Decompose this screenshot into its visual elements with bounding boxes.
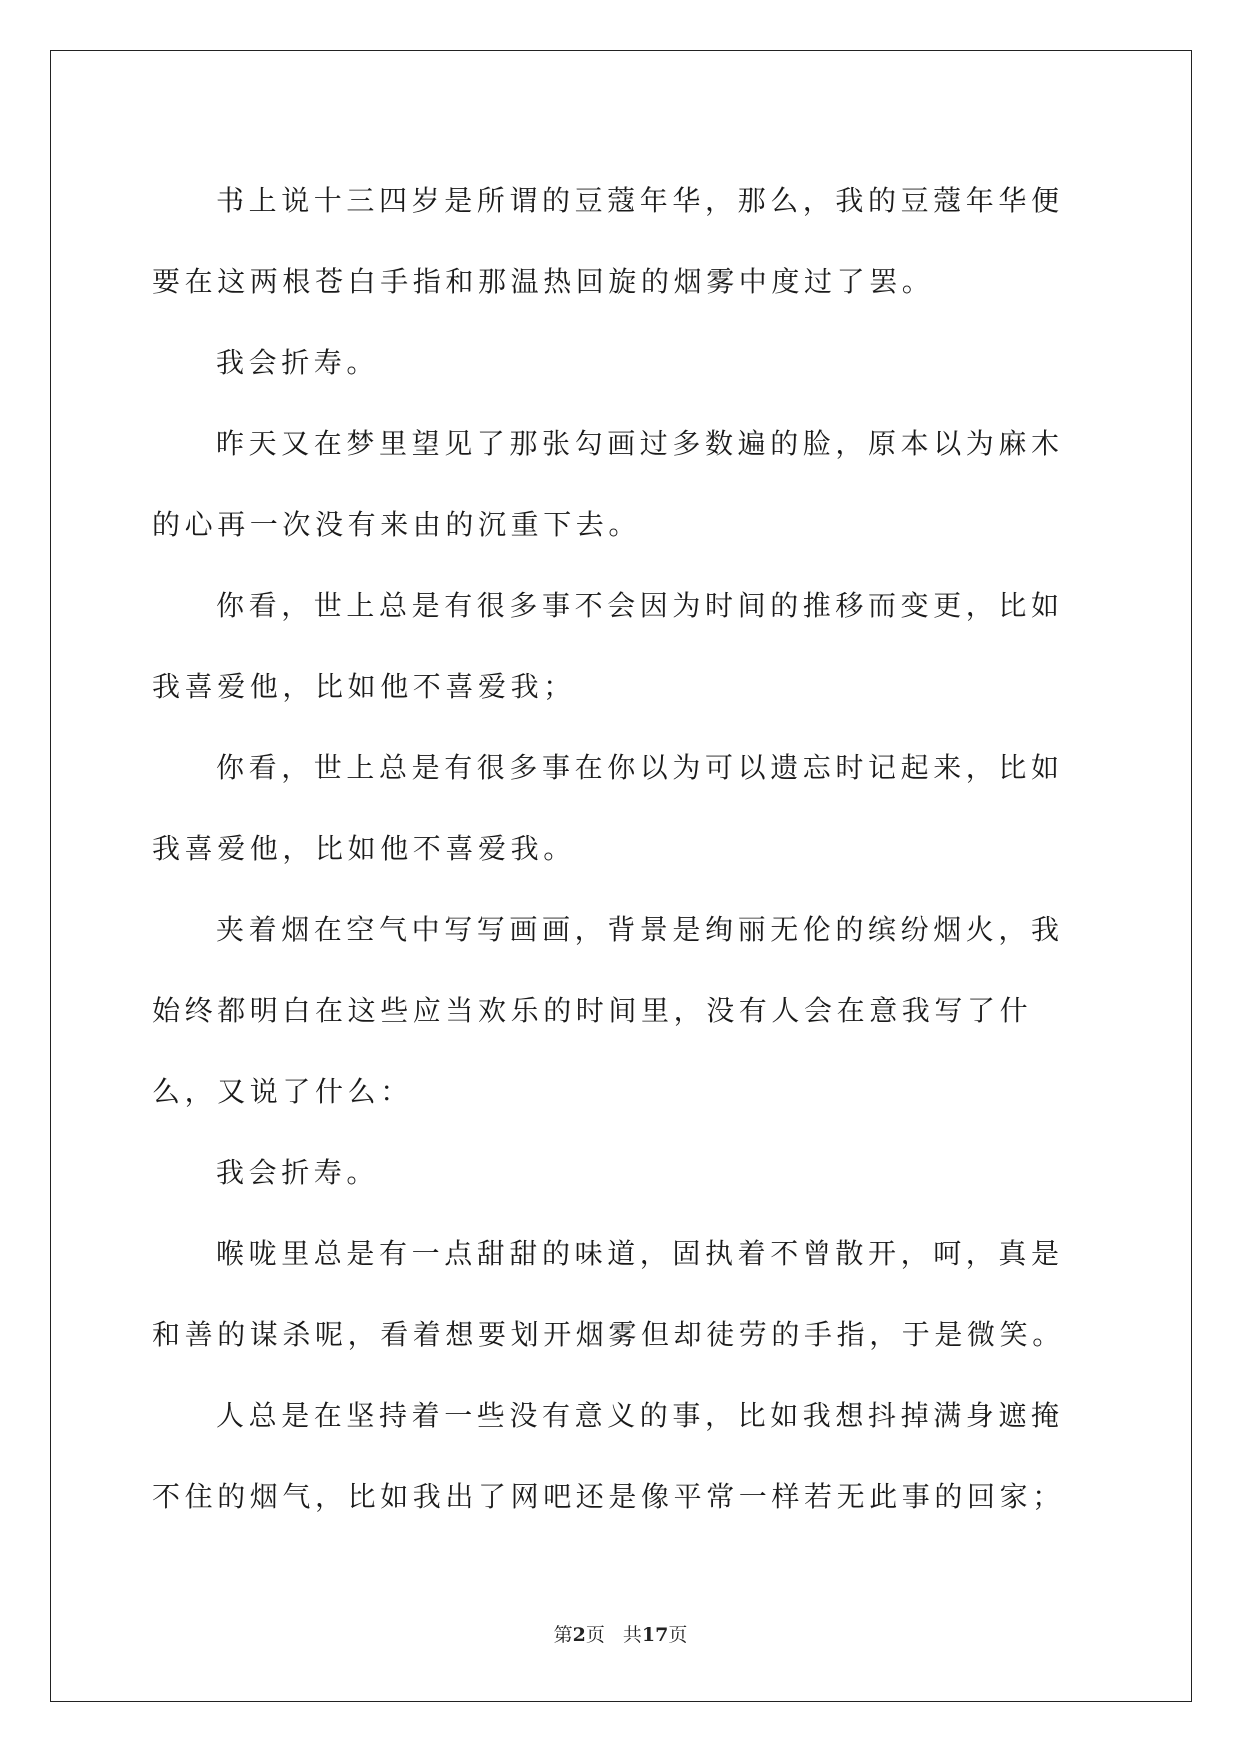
total-pages: 17 bbox=[641, 1624, 669, 1646]
total-prefix: 共 bbox=[622, 1624, 642, 1646]
paragraph: 我会折寿。 bbox=[216, 1156, 380, 1189]
paragraph: 书上说十三四岁是所谓的豆蔻年华，那么，我的豆蔻年华便要在这两根苍白手指和那温热回旋的烟雾中度过了罢。 bbox=[152, 184, 1064, 298]
paragraph: 夹着烟在空气中写写画画，背景是绚丽无伦的缤纷烟火，我始终都明白在这些应当欢乐的时间里，没有人会在意我写了什么，又说了什么： bbox=[152, 913, 1064, 1108]
paragraph: 人总是在坚持着一些没有意义的事，比如我想抖掉满身遮掩不住的烟气，比如我出了网吧还是像平常一样若无此事的回家； bbox=[152, 1399, 1065, 1513]
paragraph: 你看，世上总是有很多事不会因为时间的推移而变更，比如我喜爱他，比如他不喜爱我； bbox=[152, 589, 1064, 703]
paragraph: 喉咙里总是有一点甜甜的味道，固执着不曾散开，呵，真是和善的谋杀呢，看着想要划开烟雾但却徒劳的手指，于是微笑。 bbox=[152, 1237, 1065, 1351]
paragraph: 昨天又在梦里望见了那张勾画过多数遍的脸，原本以为麻木的心再一次没有来由的沉重下去。 bbox=[152, 427, 1064, 541]
document-body bbox=[152, 160, 1092, 1537]
page-number: 2 bbox=[572, 1624, 586, 1646]
paragraph: 你看，世上总是有很多事在你以为可以遗忘时记起来，比如我喜爱他，比如他不喜爱我。 bbox=[152, 751, 1064, 865]
total-suffix: 页 bbox=[668, 1624, 688, 1646]
page-suffix: 页 bbox=[585, 1624, 605, 1646]
page-footer bbox=[0, 1620, 1241, 1647]
page-prefix: 第 bbox=[553, 1624, 573, 1646]
paragraph: 我会折寿。 bbox=[216, 346, 380, 379]
